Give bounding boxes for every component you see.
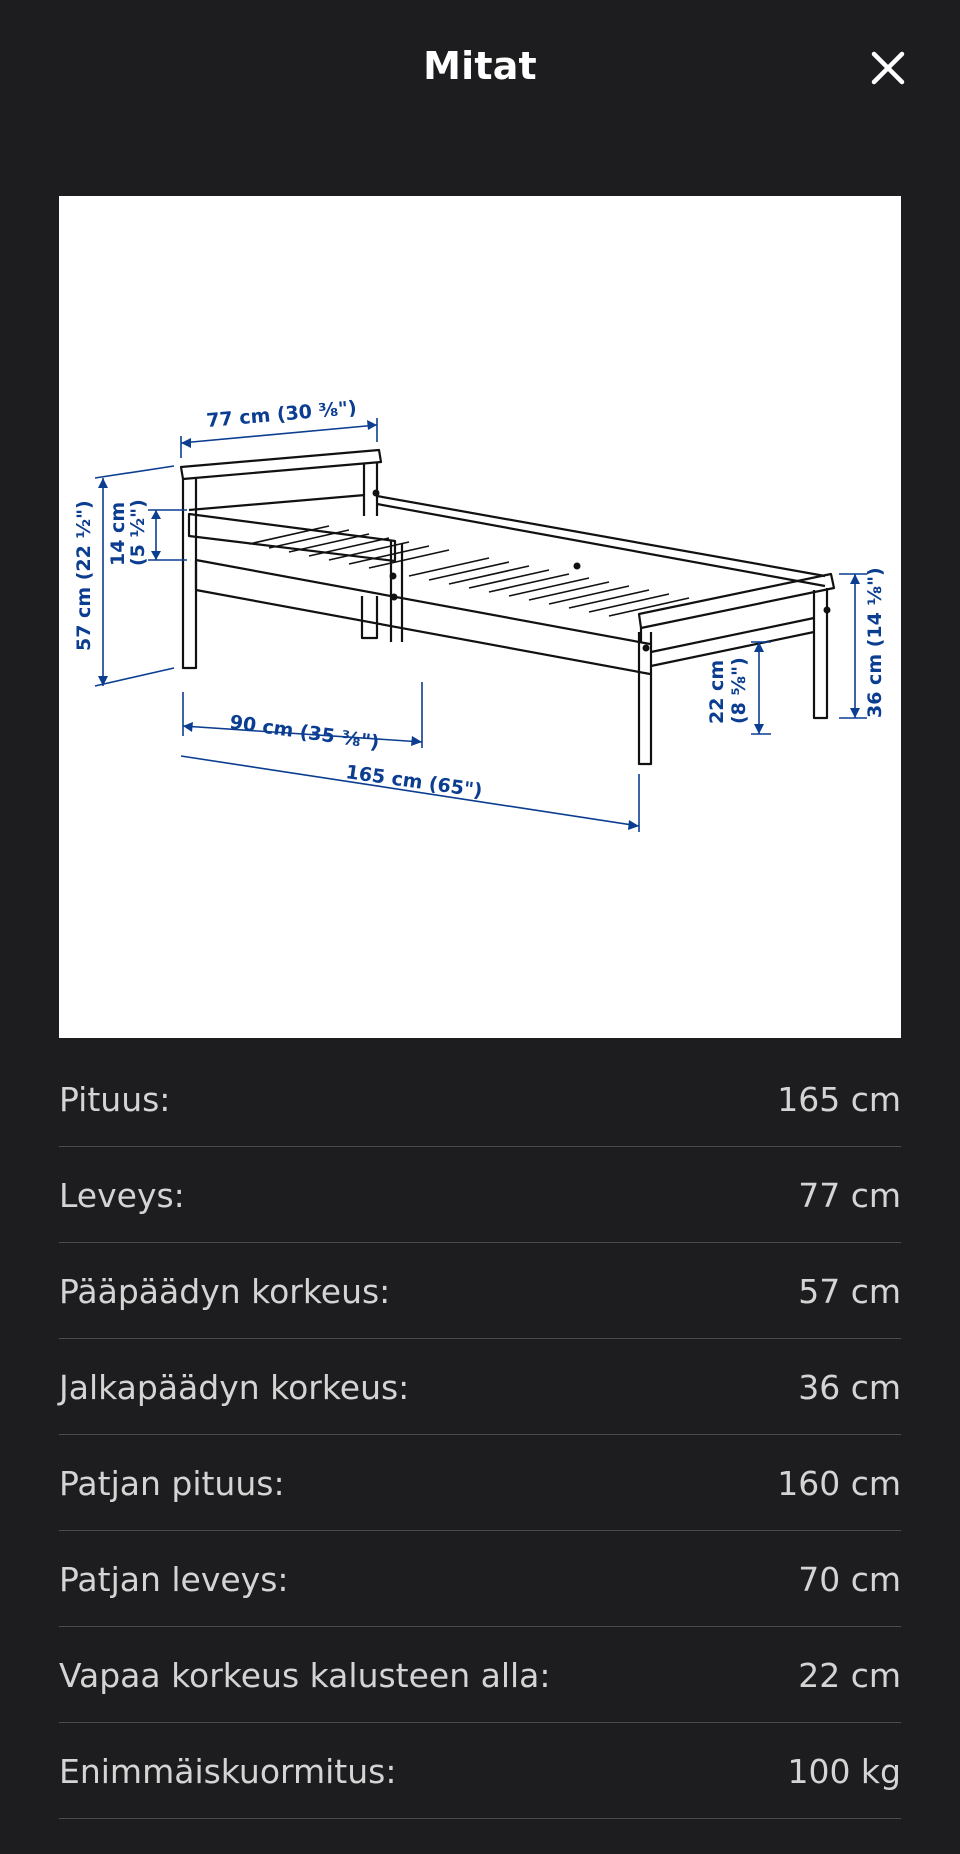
label-rail-height-cm: 14 cm bbox=[107, 501, 129, 566]
bed-screws bbox=[373, 490, 831, 652]
dimension-label: Enimmäiskuormitus: bbox=[59, 1752, 397, 1791]
dimension-value: 57 cm bbox=[798, 1272, 901, 1311]
label-rail-height-in: (5 ½") bbox=[127, 499, 149, 566]
label-rail-length: 90 cm (35 ⅜") bbox=[228, 711, 381, 754]
label-under-clearance-cm: 22 cm bbox=[706, 659, 728, 724]
dimension-label: Leveys: bbox=[59, 1176, 185, 1215]
dimension-value: 36 cm bbox=[798, 1368, 901, 1407]
dimension-row-headboard-height bbox=[59, 1243, 901, 1339]
bed-drawing bbox=[59, 196, 901, 1038]
dimension-row-mattress-length bbox=[59, 1435, 901, 1531]
dimension-value: 165 cm bbox=[777, 1080, 901, 1119]
dimension-label: Patjan leveys: bbox=[59, 1560, 289, 1599]
dimension-lines bbox=[95, 418, 867, 832]
dimension-label: Patjan pituus: bbox=[59, 1464, 285, 1503]
label-width-top: 77 cm (30 ⅜") bbox=[205, 396, 358, 432]
dimension-label: Pääpäädyn korkeus: bbox=[59, 1272, 391, 1311]
dimension-label: Pituus: bbox=[59, 1080, 171, 1119]
dimension-label: Jalkapäädyn korkeus: bbox=[59, 1368, 410, 1407]
label-total-length: 165 cm (65") bbox=[344, 761, 484, 803]
label-headboard-height: 57 cm (22 ½") bbox=[73, 500, 95, 651]
sheet-title: Mitat bbox=[423, 44, 537, 88]
dimension-value: 100 kg bbox=[787, 1752, 901, 1791]
dimension-row-mattress-width bbox=[59, 1531, 901, 1627]
dimension-value: 22 cm bbox=[798, 1656, 901, 1695]
dimension-row-width bbox=[59, 1147, 901, 1243]
dimension-row-length bbox=[59, 1051, 901, 1147]
dimension-arrows bbox=[98, 420, 860, 830]
dimension-value: 160 cm bbox=[777, 1464, 901, 1503]
dimension-label: Vapaa korkeus kalusteen alla: bbox=[59, 1656, 551, 1695]
dimensions-list bbox=[59, 1051, 901, 1819]
label-under-clearance-in: (8 ⅝") bbox=[728, 657, 750, 724]
dimension-value: 77 cm bbox=[798, 1176, 901, 1215]
dimension-row-max-load bbox=[59, 1723, 901, 1819]
close-icon bbox=[864, 44, 912, 92]
sheet-header bbox=[0, 0, 960, 140]
dimension-row-footboard-height bbox=[59, 1339, 901, 1435]
dimension-value: 70 cm bbox=[798, 1560, 901, 1599]
close-button[interactable] bbox=[864, 44, 912, 92]
bed-dimension-illustration bbox=[59, 196, 901, 1038]
dimension-row-clearance bbox=[59, 1627, 901, 1723]
label-footboard-height: 36 cm (14 ⅛") bbox=[864, 567, 886, 718]
